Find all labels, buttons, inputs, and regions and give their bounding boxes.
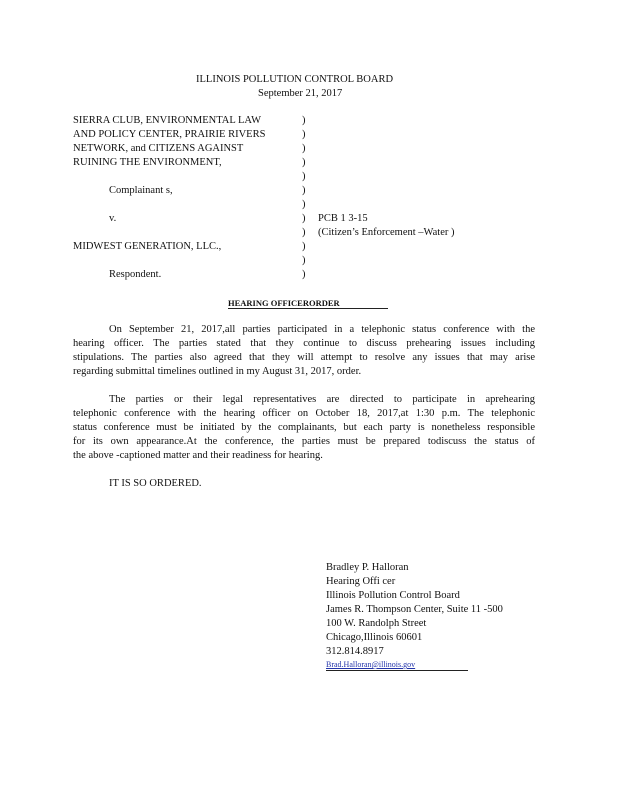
caption-paren: ) [302,157,306,168]
caption-paren: ) [302,129,306,140]
paragraph-2-line: for its own appearance.At the conference, the parties must be prepared todiscuss the status of [73,436,535,447]
closing-statement: IT IS SO ORDERED. [109,478,202,489]
caption-paren: ) [302,255,306,266]
case-type: (Citizen’s Enforcement –Water ) [318,227,455,238]
paragraph-2-line: The parties or their legal representatives are directed to participate in aprehearing [109,394,535,405]
paragraph-2-line: status conference must be initiated by the complainants, but each party is nonetheless responsible [73,422,535,433]
paragraph-1-line: hearing officer. The parties stated that they continue to discuss prehearing issues including [73,338,535,349]
caption-paren: ) [302,269,306,280]
signature-city: Chicago,Illinois 60601 [326,632,423,643]
paragraph-1-line: regarding submittal timelines outlined in my August 31, 2017, order. [73,366,362,377]
caption-paren: ) [302,227,306,238]
signature-phone: 312.814.8917 [326,646,384,657]
signature-title: Hearing Offi cer [326,576,396,587]
paragraph-1-line: On September 21, 2017,all parties participated in a telephonic status conference with the [109,324,535,335]
complainant-line-2: AND POLICY CENTER, PRAIRIE RIVERS [73,129,266,140]
document-date: September 21, 2017 [258,88,343,99]
caption-paren: ) [302,213,306,224]
signature-address-2: 100 W. Randolph Street [326,618,427,629]
signature-email-link[interactable]: Brad.Halloran@illinois.gov [326,660,416,669]
paragraph-2 [73,393,535,463]
caption-paren: ) [302,241,306,252]
paragraph-1-line: stipulations. The parties also agreed that they will attempt to resolve any issues that may arise [73,352,535,363]
complainants-label: Complainant s, [109,185,173,196]
paragraph-2-line: the above -captioned matter and their readiness for hearing. [73,450,323,461]
complainant-line-3: NETWORK, and CITIZENS AGAINST [73,143,244,154]
signature-email-underline [326,670,468,671]
signature-agency: Illinois Pollution Control Board [326,590,460,601]
case-number: PCB 1 3-15 [318,213,368,224]
paragraph-2-line: telephonic conference with the hearing officer on October 18, 2017,at 1:30 p.m. The telephonic [73,408,535,419]
complainant-line-1: SIERRA CLUB, ENVIRONMENTAL LAW [73,115,262,126]
board-title: ILLINOIS POLLUTION CONTROL BOARD [196,74,394,85]
respondent-name: MIDWEST GENERATION, LLC., [73,241,222,252]
respondent-label: Respondent. [109,269,162,280]
order-title-underline [228,308,388,309]
caption-paren: ) [302,171,306,182]
caption-paren: ) [302,199,306,210]
order-title: HEARING OFFICERORDER [228,298,340,308]
caption-paren: ) [302,185,306,196]
paragraph-1 [73,323,535,379]
signature-name: Bradley P. Halloran [326,562,409,573]
versus-label: v. [109,213,117,224]
caption-paren: ) [302,143,306,154]
complainant-line-4: RUINING THE ENVIRONMENT, [73,157,222,168]
signature-address-1: James R. Thompson Center, Suite 11 -500 [326,604,503,615]
caption-paren: ) [302,115,306,126]
